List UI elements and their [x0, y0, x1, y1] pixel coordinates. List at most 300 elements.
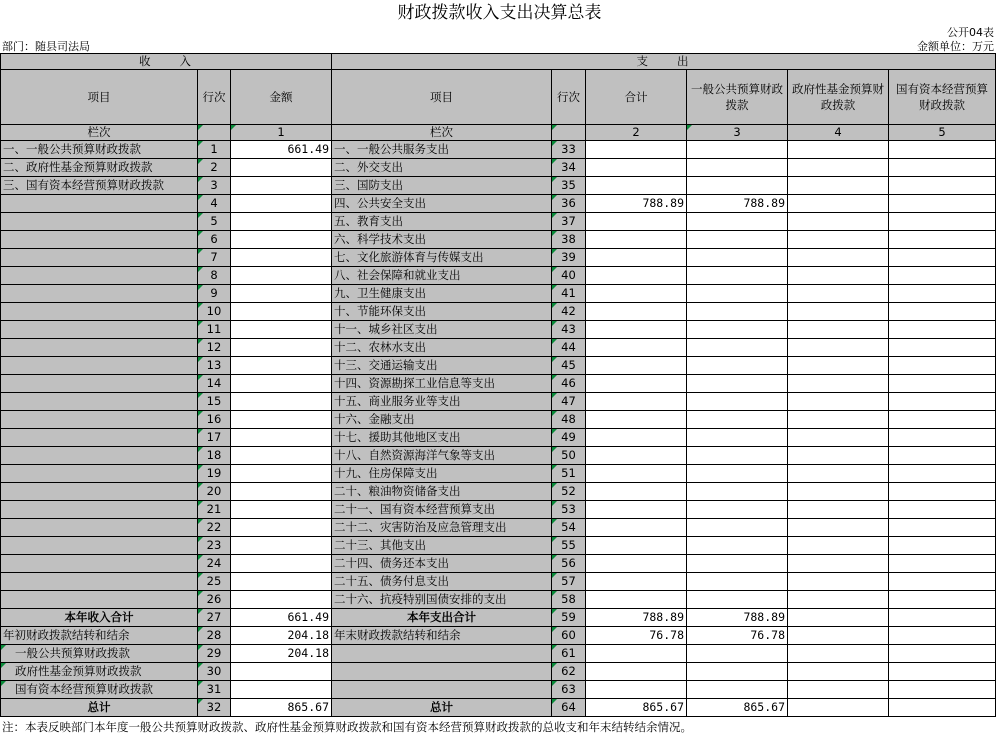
expense-item: 十九、住房保障支出 — [332, 465, 552, 483]
table-cell — [788, 699, 889, 717]
income-item — [1, 267, 198, 285]
expense-item-header: 项目 — [332, 70, 552, 125]
column-label-2: 栏次 — [332, 125, 552, 141]
table-row — [1, 177, 996, 195]
expense-fund-cell — [788, 141, 889, 159]
expense-fund-cell — [788, 267, 889, 285]
row-number: 43 — [552, 321, 586, 339]
begin-balance-amount: 204.18 — [231, 627, 332, 645]
expense-item: 十五、商业服务业等支出 — [332, 393, 552, 411]
table-cell — [332, 681, 552, 699]
table-row — [1, 447, 996, 465]
expense-total-cell — [586, 249, 687, 267]
begin-general-amount: 204.18 — [231, 645, 332, 663]
row-number: 31 — [198, 681, 231, 699]
expense-total-cell — [586, 339, 687, 357]
row-number: 39 — [552, 249, 586, 267]
income-amount — [231, 537, 332, 555]
begin-balance-label: 年初财政拨款结转和结余 — [1, 627, 198, 645]
table-cell — [788, 609, 889, 627]
income-item — [1, 411, 198, 429]
expense-general-cell — [687, 357, 788, 375]
income-amount — [231, 213, 332, 231]
income-item — [1, 285, 198, 303]
table-cell — [231, 663, 332, 681]
expense-general-cell — [687, 375, 788, 393]
income-total-label: 本年收入合计 — [1, 609, 198, 627]
expense-state-header: 国有资本经营预算财政拨款 — [889, 70, 996, 125]
expense-item: 二、外交支出 — [332, 159, 552, 177]
expense-general-cell — [687, 591, 788, 609]
table-row — [1, 501, 996, 519]
expense-item: 十八、自然资源海洋气象等支出 — [332, 447, 552, 465]
expense-fund-cell — [788, 411, 889, 429]
row-number: 51 — [552, 465, 586, 483]
appropriation-table — [0, 53, 996, 717]
row-number: 48 — [552, 411, 586, 429]
row-number: 11 — [198, 321, 231, 339]
row-number: 60 — [552, 627, 586, 645]
expense-item: 十四、资源勘探工业信息等支出 — [332, 375, 552, 393]
table-row — [1, 483, 996, 501]
expense-fund-cell — [788, 177, 889, 195]
income-item — [1, 249, 198, 267]
expense-state-cell — [889, 555, 996, 573]
grand-total-income: 865.67 — [231, 699, 332, 717]
expense-total-cell — [586, 591, 687, 609]
expense-general-header: 一般公共预算财政拨款 — [687, 70, 788, 125]
row-number: 38 — [552, 231, 586, 249]
income-amount — [231, 429, 332, 447]
row-number: 4 — [198, 195, 231, 213]
table-row — [1, 429, 996, 447]
income-amount — [231, 285, 332, 303]
income-amount — [231, 465, 332, 483]
end-balance-label: 年末财政拨款结转和结余 — [332, 627, 552, 645]
row-number: 47 — [552, 393, 586, 411]
expense-item: 一、一般公共服务支出 — [332, 141, 552, 159]
table-cell — [231, 681, 332, 699]
table-cell — [889, 699, 996, 717]
expense-item: 二十、粮油物资储备支出 — [332, 483, 552, 501]
income-item — [1, 339, 198, 357]
department-label: 部门：随县司法局 — [2, 40, 90, 53]
expense-general-cell — [687, 267, 788, 285]
row-number: 19 — [198, 465, 231, 483]
row-number: 26 — [198, 591, 231, 609]
begin-general-label: 一般公共预算财政拨款 — [1, 645, 198, 663]
expense-fund-cell — [788, 465, 889, 483]
table-cell — [687, 663, 788, 681]
expense-fund-cell — [788, 573, 889, 591]
expense-general-cell — [687, 213, 788, 231]
grand-total-expense: 865.67 — [586, 699, 687, 717]
expense-general-cell — [687, 501, 788, 519]
table-cell — [889, 609, 996, 627]
expense-total-cell — [586, 393, 687, 411]
expense-fund-cell — [788, 321, 889, 339]
income-item — [1, 213, 198, 231]
row-number: 16 — [198, 411, 231, 429]
expense-general-cell — [687, 519, 788, 537]
expense-total-general: 788.89 — [687, 609, 788, 627]
income-item — [1, 501, 198, 519]
report-title: 财政拨款收入支出决算总表 — [397, 3, 602, 23]
row-number: 33 — [552, 141, 586, 159]
table-cell — [889, 645, 996, 663]
expense-item: 三、国防支出 — [332, 177, 552, 195]
row-number: 53 — [552, 501, 586, 519]
expense-item: 四、公共安全支出 — [332, 195, 552, 213]
income-total-amount: 661.49 — [231, 609, 332, 627]
expense-state-cell — [889, 159, 996, 177]
begin-state-label: 国有资本经营预算财政拨款 — [1, 681, 198, 699]
table-cell — [788, 627, 889, 645]
expense-general-cell — [687, 573, 788, 591]
income-amount — [231, 231, 332, 249]
expense-fund-cell — [788, 303, 889, 321]
expense-item: 十二、农林水支出 — [332, 339, 552, 357]
expense-general-cell — [687, 231, 788, 249]
row-number: 20 — [198, 483, 231, 501]
column-index-3: 3 — [687, 125, 788, 141]
row-number: 24 — [198, 555, 231, 573]
row-number: 35 — [552, 177, 586, 195]
expense-state-cell — [889, 375, 996, 393]
grand-total-general: 865.67 — [687, 699, 788, 717]
table-row — [1, 267, 996, 285]
expense-fund-cell — [788, 501, 889, 519]
end-balance-total: 76.78 — [586, 627, 687, 645]
table-row — [1, 339, 996, 357]
table-cell — [687, 681, 788, 699]
table-cell — [788, 681, 889, 699]
income-item — [1, 555, 198, 573]
expense-item: 七、文化旅游体育与传媒支出 — [332, 249, 552, 267]
income-amount — [231, 447, 332, 465]
income-item — [1, 519, 198, 537]
expense-general-cell — [687, 555, 788, 573]
income-item: 二、政府性基金预算财政拨款 — [1, 159, 198, 177]
table-row — [1, 213, 996, 231]
table-cell — [889, 627, 996, 645]
end-balance-general: 76.78 — [687, 627, 788, 645]
expense-state-cell — [889, 213, 996, 231]
row-number: 1 — [198, 141, 231, 159]
row-number: 42 — [552, 303, 586, 321]
income-item — [1, 393, 198, 411]
row-number: 30 — [198, 663, 231, 681]
expense-state-cell — [889, 591, 996, 609]
expense-fund-cell — [788, 555, 889, 573]
income-amount — [231, 591, 332, 609]
row-number: 46 — [552, 375, 586, 393]
expense-item: 十七、援助其他地区支出 — [332, 429, 552, 447]
column-index-2: 2 — [586, 125, 687, 141]
table-row — [1, 303, 996, 321]
row-number: 58 — [552, 591, 586, 609]
expense-fund-cell — [788, 393, 889, 411]
table-row — [1, 321, 996, 339]
row-number: 9 — [198, 285, 231, 303]
expense-item: 二十三、其他支出 — [332, 537, 552, 555]
footnote: 注：本表反映部门本年度一般公共预算财政拨款、政府性基金预算财政拨款和国有资本经营预算财政拨款的总收支和年末结转结余情况。 — [2, 720, 692, 734]
income-item — [1, 429, 198, 447]
column-index-4: 4 — [788, 125, 889, 141]
begin-fund-label: 政府性基金预算财政拨款 — [1, 663, 198, 681]
table-row — [1, 573, 996, 591]
table-row — [1, 465, 996, 483]
row-number: 59 — [552, 609, 586, 627]
income-amount — [231, 411, 332, 429]
income-item — [1, 357, 198, 375]
income-item — [1, 375, 198, 393]
income-item — [1, 537, 198, 555]
expense-general-cell — [687, 159, 788, 177]
row-number: 8 — [198, 267, 231, 285]
expense-state-cell — [889, 303, 996, 321]
expense-item: 六、科学技术支出 — [332, 231, 552, 249]
income-amount — [231, 177, 332, 195]
income-amount — [231, 321, 332, 339]
expense-total-cell — [586, 375, 687, 393]
row-number: 25 — [198, 573, 231, 591]
income-item — [1, 303, 198, 321]
expense-state-cell — [889, 267, 996, 285]
expense-total-cell — [586, 573, 687, 591]
column-index-1: 1 — [231, 125, 332, 141]
expense-fund-cell — [788, 429, 889, 447]
column-label: 栏次 — [1, 125, 198, 141]
expense-state-cell — [889, 285, 996, 303]
expense-total-cell — [586, 213, 687, 231]
income-amount-header: 金额 — [231, 70, 332, 125]
expense-item: 二十四、债务还本支出 — [332, 555, 552, 573]
expense-fund-cell — [788, 213, 889, 231]
expense-general-cell — [687, 321, 788, 339]
income-amount: 661.49 — [231, 141, 332, 159]
income-item-header: 项目 — [1, 70, 198, 125]
row-number: 17 — [198, 429, 231, 447]
income-amount — [231, 555, 332, 573]
expense-general-cell — [687, 483, 788, 501]
table-row — [1, 357, 996, 375]
expense-state-cell — [889, 483, 996, 501]
expense-total-cell — [586, 411, 687, 429]
table-row — [1, 591, 996, 609]
expense-item: 十三、交通运输支出 — [332, 357, 552, 375]
income-amount — [231, 159, 332, 177]
row-number: 6 — [198, 231, 231, 249]
expense-state-cell — [889, 357, 996, 375]
row-number: 49 — [552, 429, 586, 447]
expense-fund-cell — [788, 483, 889, 501]
expense-state-cell — [889, 465, 996, 483]
expense-state-cell — [889, 501, 996, 519]
expense-fund-cell — [788, 249, 889, 267]
row-number: 14 — [198, 375, 231, 393]
expense-item: 十六、金融支出 — [332, 411, 552, 429]
expense-item: 二十五、债务付息支出 — [332, 573, 552, 591]
row-number: 44 — [552, 339, 586, 357]
table-code: 公开04表 — [947, 26, 994, 39]
table-row — [1, 393, 996, 411]
expense-state-cell — [889, 177, 996, 195]
column-index-5: 5 — [889, 125, 996, 141]
table-cell — [586, 645, 687, 663]
row-number: 7 — [198, 249, 231, 267]
expense-fund-cell — [788, 447, 889, 465]
row-number: 18 — [198, 447, 231, 465]
table-row — [1, 519, 996, 537]
income-item — [1, 321, 198, 339]
expense-item: 十、节能环保支出 — [332, 303, 552, 321]
row-number: 52 — [552, 483, 586, 501]
expense-state-cell — [889, 411, 996, 429]
row-number: 2 — [198, 159, 231, 177]
expense-total-cell — [586, 285, 687, 303]
expense-total-cell — [586, 357, 687, 375]
income-amount — [231, 375, 332, 393]
expense-total-cell — [586, 519, 687, 537]
expense-fund-cell — [788, 357, 889, 375]
expense-state-cell — [889, 519, 996, 537]
expense-total-cell — [586, 483, 687, 501]
table-cell — [332, 663, 552, 681]
table-cell — [586, 663, 687, 681]
income-item: 三、国有资本经营预算财政拨款 — [1, 177, 198, 195]
expense-fund-cell — [788, 375, 889, 393]
income-amount — [231, 267, 332, 285]
expense-state-cell — [889, 195, 996, 213]
expense-group-header: 支 出 — [332, 54, 996, 70]
expense-fund-cell — [788, 537, 889, 555]
row-number: 57 — [552, 573, 586, 591]
row-number: 40 — [552, 267, 586, 285]
income-amount — [231, 357, 332, 375]
expense-state-cell — [889, 393, 996, 411]
expense-state-cell — [889, 141, 996, 159]
table-row — [1, 537, 996, 555]
expense-total-cell — [586, 141, 687, 159]
row-number: 36 — [552, 195, 586, 213]
row-number: 21 — [198, 501, 231, 519]
expense-line-header: 行次 — [552, 70, 586, 125]
table-cell — [332, 645, 552, 663]
expense-fund-cell — [788, 339, 889, 357]
expense-general-cell — [687, 249, 788, 267]
column-blank — [552, 125, 586, 141]
income-amount — [231, 339, 332, 357]
row-number: 3 — [198, 177, 231, 195]
table-row — [1, 411, 996, 429]
table-row — [1, 195, 996, 213]
expense-total-cell: 788.89 — [586, 195, 687, 213]
row-number: 27 — [198, 609, 231, 627]
expense-fund-cell — [788, 519, 889, 537]
expense-item: 二十六、抗疫特别国债安排的支出 — [332, 591, 552, 609]
row-number: 34 — [552, 159, 586, 177]
expense-fund-cell — [788, 159, 889, 177]
expense-general-cell — [687, 177, 788, 195]
expense-state-cell — [889, 321, 996, 339]
unit-label: 金额单位：万元 — [917, 40, 994, 53]
expense-state-cell — [889, 231, 996, 249]
table-row — [1, 141, 996, 159]
expense-state-cell — [889, 339, 996, 357]
income-amount — [231, 519, 332, 537]
row-number: 28 — [198, 627, 231, 645]
expense-item: 十一、城乡社区支出 — [332, 321, 552, 339]
income-amount — [231, 483, 332, 501]
expense-total-cell — [586, 177, 687, 195]
column-blank — [198, 125, 231, 141]
grand-total-label-2: 总计 — [332, 699, 552, 717]
income-item — [1, 195, 198, 213]
table-row — [1, 375, 996, 393]
expense-total-cell — [586, 321, 687, 339]
expense-item: 五、教育支出 — [332, 213, 552, 231]
expense-item: 二十一、国有资本经营预算支出 — [332, 501, 552, 519]
expense-state-cell — [889, 429, 996, 447]
expense-general-cell — [687, 465, 788, 483]
row-number: 13 — [198, 357, 231, 375]
expense-general-cell — [687, 141, 788, 159]
income-amount — [231, 249, 332, 267]
table-cell — [788, 663, 889, 681]
row-number: 63 — [552, 681, 586, 699]
row-number: 29 — [198, 645, 231, 663]
expense-total-label: 本年支出合计 — [332, 609, 552, 627]
expense-fund-header: 政府性基金预算财政拨款 — [788, 70, 889, 125]
table-row — [1, 249, 996, 267]
row-number: 45 — [552, 357, 586, 375]
row-number: 56 — [552, 555, 586, 573]
table-row — [1, 231, 996, 249]
row-number: 50 — [552, 447, 586, 465]
expense-state-cell — [889, 537, 996, 555]
expense-state-cell — [889, 249, 996, 267]
expense-total-cell — [586, 537, 687, 555]
income-item — [1, 447, 198, 465]
income-item: 一、一般公共预算财政拨款 — [1, 141, 198, 159]
table-row — [1, 285, 996, 303]
expense-general-cell — [687, 411, 788, 429]
table-row — [1, 159, 996, 177]
row-number: 62 — [552, 663, 586, 681]
expense-general-cell — [687, 447, 788, 465]
row-number: 61 — [552, 645, 586, 663]
row-number: 15 — [198, 393, 231, 411]
expense-general-cell — [687, 339, 788, 357]
row-number: 10 — [198, 303, 231, 321]
table-row — [1, 555, 996, 573]
expense-fund-cell — [788, 231, 889, 249]
row-number: 54 — [552, 519, 586, 537]
row-number: 12 — [198, 339, 231, 357]
expense-total-header: 合计 — [586, 70, 687, 125]
expense-general-cell — [687, 429, 788, 447]
expense-general-cell — [687, 303, 788, 321]
expense-total-cell — [586, 303, 687, 321]
expense-fund-cell — [788, 195, 889, 213]
row-number: 23 — [198, 537, 231, 555]
table-cell — [889, 681, 996, 699]
row-number: 5 — [198, 213, 231, 231]
row-number: 37 — [552, 213, 586, 231]
row-number: 41 — [552, 285, 586, 303]
expense-total-cell — [586, 267, 687, 285]
